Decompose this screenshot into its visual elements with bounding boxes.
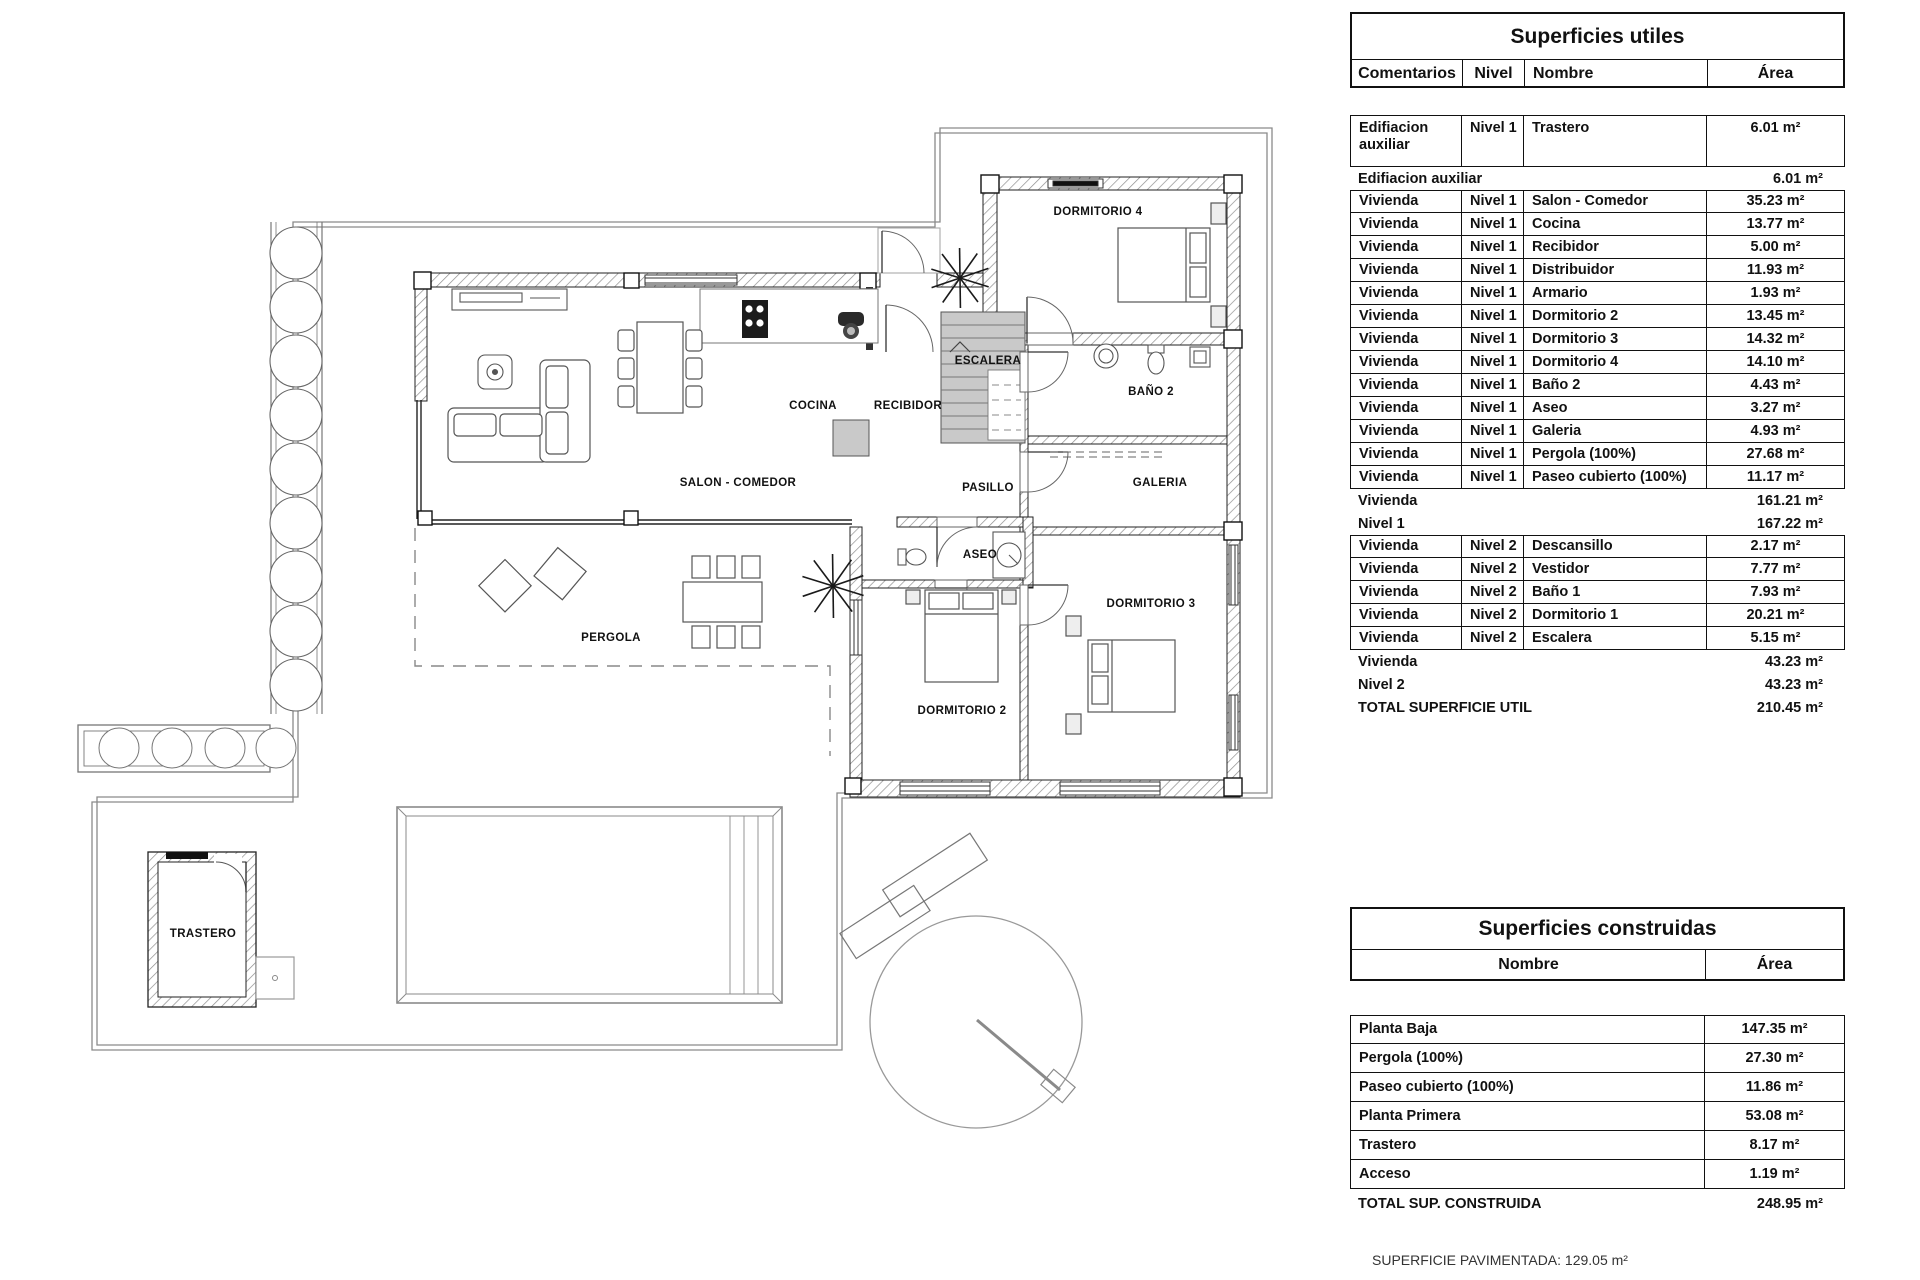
table-title: Superficies construidas: [1352, 909, 1843, 950]
table-row: TOTAL SUP. CONSTRUIDA 248.95 m²: [1358, 1195, 1823, 1212]
table-row: Acceso 1.19 m²: [1350, 1160, 1845, 1189]
room-label: DORMITORIO 4: [1053, 206, 1143, 218]
planter-box-icon: [78, 725, 296, 772]
table-row: Vivienda Nivel 1 Salon - Comedor 35.23 m²: [1350, 190, 1845, 213]
room-label: PERGOLA: [581, 632, 641, 644]
table-row: Vivienda Nivel 1 Paseo cubierto (100%) 11.17 m²: [1350, 466, 1845, 489]
hedge-row-icon: [270, 222, 322, 714]
table-row: Nivel 2 43.23 m²: [1358, 676, 1823, 693]
table-row: Vivienda Nivel 1 Distribuidor 11.93 m²: [1350, 259, 1845, 282]
col-area: Área: [1707, 60, 1843, 88]
room-label: BAÑO 2: [1128, 386, 1174, 398]
col-comentarios: Comentarios: [1358, 65, 1456, 82]
pool: [397, 807, 782, 1003]
table-row: Pergola (100%) 27.30 m²: [1350, 1044, 1845, 1073]
table-row: Vivienda Nivel 1 Galeria 4.93 m²: [1350, 420, 1845, 443]
room-label: ESCALERA: [954, 355, 1022, 367]
table-row: Edifiacion auxiliar 6.01 m²: [1358, 170, 1823, 187]
room-label: DORMITORIO 3: [1106, 598, 1196, 610]
table-row: Vivienda Nivel 2 Vestidor 7.77 m²: [1350, 558, 1845, 581]
table-row: Vivienda Nivel 1 Recibidor 5.00 m²: [1350, 236, 1845, 259]
superficies-utiles-table: [1350, 115, 1845, 719]
room-label: PASILLO: [962, 482, 1014, 494]
bed-icon: [906, 590, 1016, 682]
bed-icon: [1118, 203, 1226, 327]
table-row: Vivienda Nivel 1 Pergola (100%) 27.68 m²: [1350, 443, 1845, 466]
room-label: SALON - COMEDOR: [679, 477, 797, 489]
plot-boundary: [92, 128, 1272, 1050]
table-row: Vivienda 43.23 m²: [1358, 653, 1823, 670]
table-row: Nivel 1 167.22 m²: [1358, 515, 1823, 532]
room-label: DORMITORIO 2: [917, 705, 1007, 717]
table-row: Vivienda Nivel 1 Dormitorio 2 13.45 m²: [1350, 305, 1845, 328]
table-row: Vivienda Nivel 1 Aseo 3.27 m²: [1350, 397, 1845, 420]
col-nombre: Nombre: [1524, 60, 1707, 88]
table-row: Paseo cubierto (100%) 11.86 m²: [1350, 1073, 1845, 1102]
sofa-icon: [448, 360, 590, 462]
pavimentada-note: SUPERFICIE PAVIMENTADA: 129.05 m²: [1372, 1252, 1628, 1268]
house: [414, 175, 1242, 797]
table-row: Vivienda Nivel 1 Armario 1.93 m²: [1350, 282, 1845, 305]
superficies-construidas-table: [1350, 1015, 1845, 1218]
table-row: Vivienda Nivel 2 Escalera 5.15 m²: [1350, 627, 1845, 650]
table-row: Planta Primera 53.08 m²: [1350, 1102, 1845, 1131]
table-row: Vivienda Nivel 2 Dormitorio 1 20.21 m²: [1350, 604, 1845, 627]
bed-icon: [1066, 616, 1175, 734]
room-label: COCINA: [789, 400, 837, 412]
table-title: Superficies utiles: [1352, 14, 1843, 60]
superficies-utiles-header: [1350, 12, 1845, 88]
patio-umbrella-icon: [840, 833, 1082, 1128]
table-row: Edifiacion auxiliar Nivel 1 Trastero 6.01 m²: [1350, 115, 1845, 167]
room-label: RECIBIDOR: [873, 400, 943, 412]
table-row: Vivienda Nivel 2 Descansillo 2.17 m²: [1350, 535, 1845, 558]
kitchen-counter-icon: [700, 289, 878, 343]
table-row: Trastero 8.17 m²: [1350, 1131, 1845, 1160]
room-label: GALERIA: [1132, 477, 1188, 489]
col-nombre: Nombre: [1498, 955, 1559, 973]
table-row: Vivienda Nivel 1 Cocina 13.77 m²: [1350, 213, 1845, 236]
table-row: Vivienda Nivel 1 Baño 2 4.43 m²: [1350, 374, 1845, 397]
dining-table-icon: [618, 322, 702, 413]
bathroom-fixtures-icon: [1094, 344, 1210, 374]
table-row: Planta Baja 147.35 m²: [1350, 1015, 1845, 1044]
superficies-construidas-header: [1350, 907, 1845, 981]
table-row: TOTAL SUPERFICIE UTIL 210.45 m²: [1358, 699, 1823, 716]
col-area: Área: [1705, 950, 1843, 979]
tv-console-icon: [452, 289, 567, 310]
table-row: Vivienda Nivel 1 Dormitorio 3 14.32 m²: [1350, 328, 1845, 351]
table-row: Vivienda 161.21 m²: [1358, 492, 1823, 509]
wc-fixtures-icon: [898, 532, 1025, 578]
room-label: TRASTERO: [169, 928, 237, 940]
col-nivel: Nivel: [1462, 60, 1524, 88]
room-label: ASEO: [962, 549, 998, 561]
ceiling-light-icon: [478, 355, 512, 389]
table-row: Vivienda Nivel 2 Baño 1 7.93 m²: [1350, 581, 1845, 604]
table-row: Vivienda Nivel 1 Dormitorio 4 14.10 m²: [1350, 351, 1845, 374]
